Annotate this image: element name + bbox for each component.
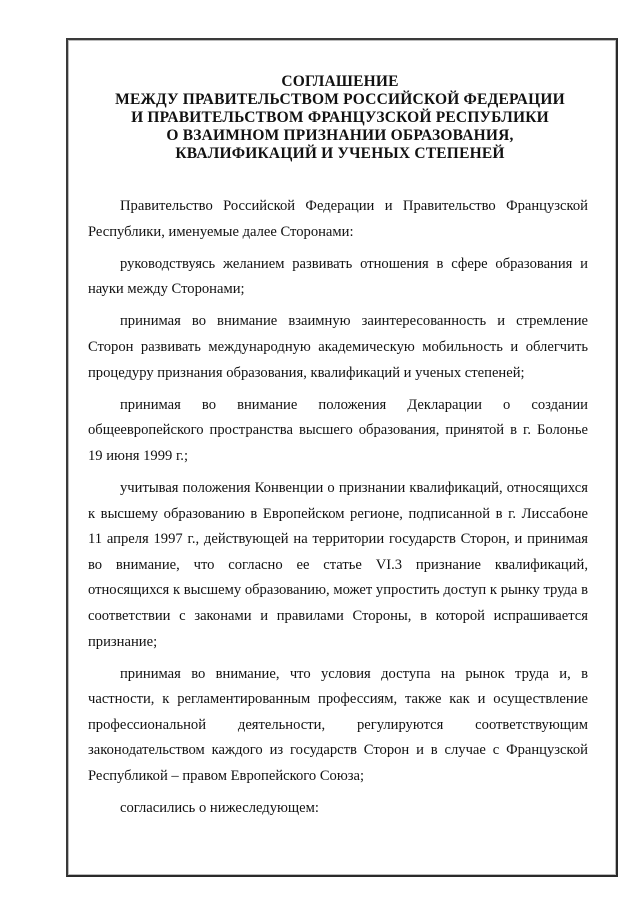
preamble-paragraph: учитывая положения Конвенции о признании квалификаций, относящихся к высшему образованию в Европейском регионе, подписанной в г. Лиссабоне 11 апреля 1997 г., действующей на территории государств Сторон, и принимая во внимание, что согласно ее статье VI.3 признание квалификаций, относящихся к высшему образованию, может упростить доступ к рынку труда в соответствии с законами и правилами Стороны, в которой испрашивается признание; — [88, 479, 588, 650]
preamble-paragraph: Правительство Российской Федерации и Правительство Французской Республики, именуемые далее Сторонами: — [88, 198, 588, 240]
title-line: И ПРАВИТЕЛЬСТВОМ ФРАНЦУЗСКОЙ РЕСПУБЛИКИ — [131, 109, 549, 126]
preamble-paragraph: принимая во внимание положения Декларации о создании общеевропейского пространства высшего образования, принятой в г. Болонье 19 июня 1999 г.; — [88, 396, 588, 464]
preamble-paragraph: руководствуясь желанием развивать отношения в сфере образования и науки между Сторонами; — [88, 255, 588, 298]
title-line: СОГЛАШЕНИЕ — [281, 73, 399, 90]
preamble-paragraph: принимая во внимание, что условия доступа на рынок труда и, в частности, к регламентированным профессиям, также как и осуществление профессиональной деятельности, регулируются соответствующим законодательством каждого из государств Сторон и в случае с Французской Республикой – правом Европейского Союза; — [88, 665, 588, 784]
title-line: КВАЛИФИКАЦИЙ И УЧЕНЫХ СТЕПЕНЕЙ — [175, 145, 505, 162]
title-line: О ВЗАИМНОМ ПРИЗНАНИИ ОБРАЗОВАНИЯ, — [166, 127, 514, 144]
document-body — [88, 194, 588, 828]
preamble-paragraph: согласились о нижеследующем: — [120, 800, 319, 817]
preamble-paragraph: принимая во внимание взаимную заинтересованность и стремление Сторон развивать международную академическую мобильность и облегчить процедуру признания образования, квалификаций и ученых степеней; — [88, 313, 588, 381]
document-title — [80, 73, 600, 163]
title-line: МЕЖДУ ПРАВИТЕЛЬСТВОМ РОССИЙСКОЙ ФЕДЕРАЦИИ — [115, 91, 565, 108]
